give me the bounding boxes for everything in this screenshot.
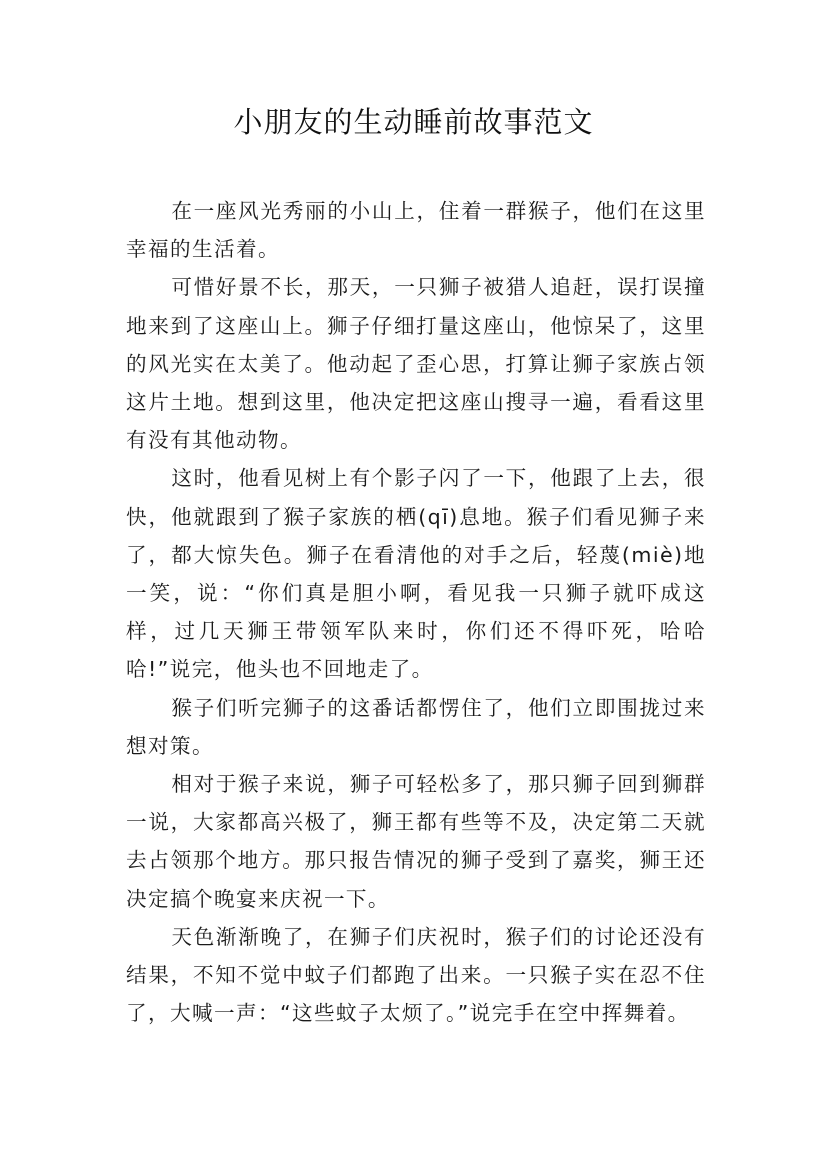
paragraph-3: 这时，他看见树上有个影子闪了一下，他跟了上去，很快，他就跟到了猴子家族的栖(qī)息地。猴子们看见狮子来了，都大惊失色。狮子在看清他的对手之后，轻蔑(miè)地一笑，说：“你们真是胆小啊，看见我一只狮子就吓成这样，过几天狮王带领军队来时，你们还不得吓死，哈哈哈!”说完，他头也不回地走了。 <box>126 466 706 682</box>
document-title: 小朋友的生动睡前故事范文 <box>233 105 594 139</box>
paragraph-6: 天色渐渐晚了，在狮子们庆祝时，猴子们的讨论还没有结果，不知不觉中蚊子们都跑了出来。一只猴子实在忍不住了，大喊一声：“这些蚊子太烦了。”说完手在空中挥舞着。 <box>126 924 706 1026</box>
paragraph-4: 猴子们听完狮子的这番话都愣住了，他们立即围拢过来想对策。 <box>126 695 706 758</box>
document-body <box>126 192 706 1032</box>
paragraph-1: 在一座风光秀丽的小山上，住着一群猴子，他们在这里幸福的生活着。 <box>126 199 706 262</box>
paragraph-2: 可惜好景不长，那天，一只狮子被猎人追赶，误打误撞地来到了这座山上。狮子仔细打量这座山，他惊呆了，这里的风光实在太美了。他动起了歪心思，打算让狮子家族占领这片土地。想到这里，他决定把这座山搜寻一遍，看看这里有没有其他动物。 <box>126 275 706 453</box>
paragraph-5: 相对于猴子来说，狮子可轻松多了，那只狮子回到狮群一说，大家都高兴极了，狮王都有些等不及，决定第二天就去占领那个地方。那只报告情况的狮子受到了嘉奖，狮王还决定搞个晚宴来庆祝一下。 <box>126 772 706 911</box>
